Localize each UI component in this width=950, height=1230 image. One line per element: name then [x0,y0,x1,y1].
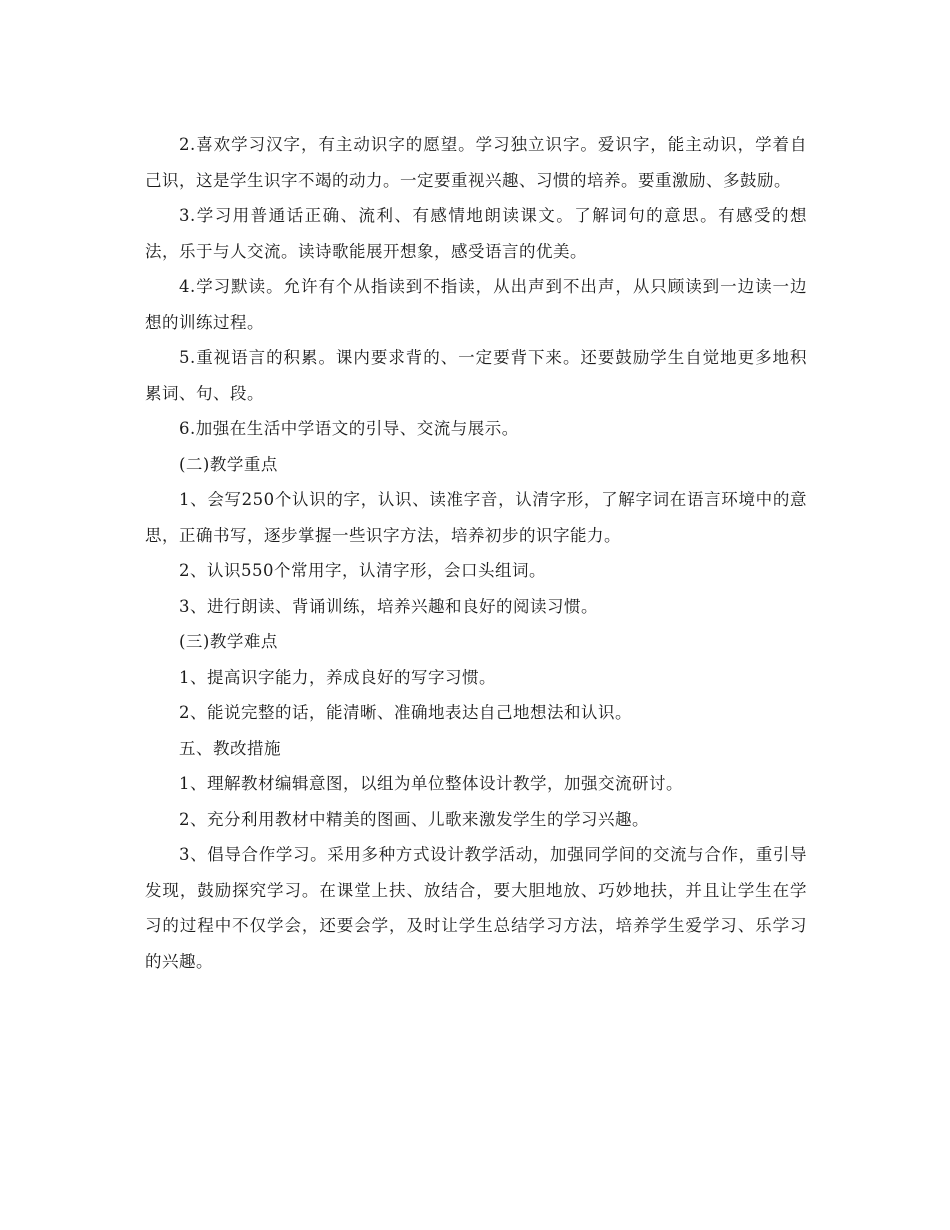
paragraph-key-point-2: 2、认识550个常用字，认清字形，会口头组词。 [179,561,546,580]
document-body [145,127,807,979]
section-heading-key-points: (二)教学重点 [179,454,278,474]
paragraph-goal-6: 6.加强在生活中学语文的引导、交流与展示。 [179,419,519,438]
paragraph-goal-5: 5.重视语言的积累。课内要求背的、一定要背下来。还要鼓励学生自觉地更多地积累词、句、段。 [145,348,807,403]
paragraph-goal-2: 2.喜欢学习汉字，有主动识字的愿望。学习独立识字。爱识字，能主动识，学着自己识，这是学生识字不竭的动力。一定要重视兴趣、习惯的培养。要重激励、多鼓励。 [145,135,807,190]
paragraph-measure-1: 1、理解教材编辑意图，以组为单位整体设计教学，加强交流研讨。 [179,774,683,793]
paragraph-key-point-1: 1、会写250个认识的字，认识、读准字音，认清字形，了解字词在语言环境中的意思，正确书写，逐步掌握一些识字方法，培养初步的识字能力。 [145,490,807,545]
paragraph-goal-3: 3.学习用普通话正确、流利、有感情地朗读课文。了解词句的意思。有感受的想法，乐于与人交流。读诗歌能展开想象，感受语言的优美。 [145,206,807,261]
paragraph-measure-3: 3、倡导合作学习。采用多种方式设计教学活动，加强同学间的交流与合作，重引导发现，鼓励探究学习。在课堂上扶、放结合，要大胆地放、巧妙地扶，并且让学生在学习的过程中不仅学会，还要会学，及时让学生总结学习方法，培养学生爱学习、乐学习的兴趣。 [145,845,807,971]
paragraph-key-point-3: 3、进行朗读、背诵训练，培养兴趣和良好的阅读习惯。 [179,596,598,616]
section-heading-difficulties: (三)教学难点 [179,632,278,651]
paragraph-difficulty-2: 2、能说完整的话，能清晰、准确地表达自己地想法和认识。 [179,703,632,722]
paragraph-goal-4: 4.学习默读。允许有个从指读到不指读，从出声到不出声，从只顾读到一边读一边想的训练过程。 [145,277,807,332]
paragraph-measure-2: 2、充分利用教材中精美的图画、儿歌来激发学生的学习兴趣。 [179,809,649,829]
section-heading-reform-measures: 五、教改措施 [179,738,281,758]
paragraph-difficulty-1: 1、提高识字能力，养成良好的写字习惯。 [179,667,496,687]
